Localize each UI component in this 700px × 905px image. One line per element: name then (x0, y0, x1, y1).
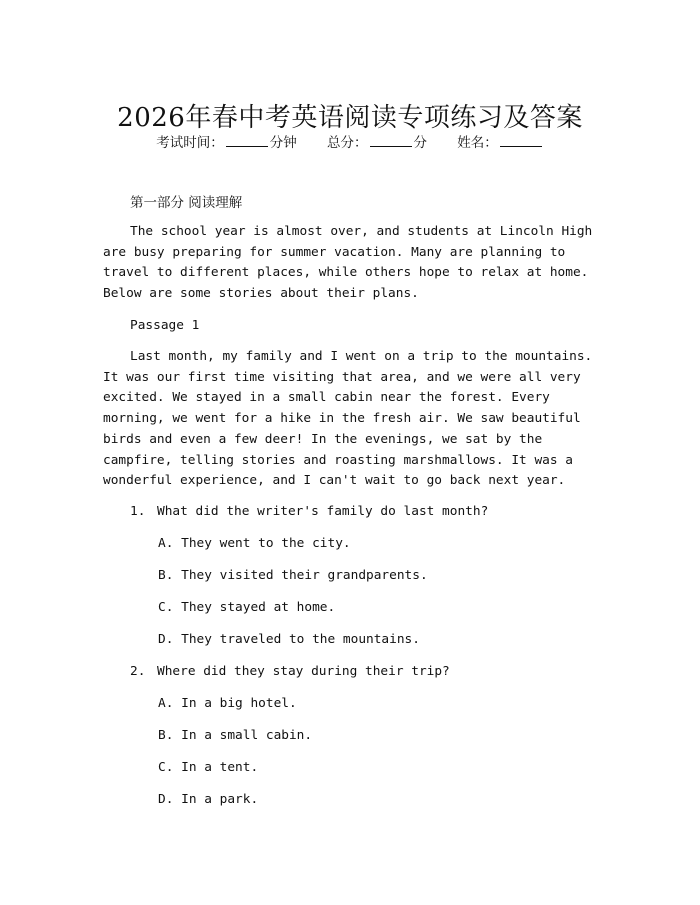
question-1-option-c: C. They stayed at home. (158, 600, 336, 615)
intro-paragraph (103, 222, 608, 305)
passage-text: Last month, my family and I went on a trip to the mountains. It was our first time visiting that area, and we were all very excited. We stayed in a small cabin near the forest. Every morning, we went for a hike in the fresh air. We saw beautiful birds and even a few deer! In the evenings, we sat by the campfire, telling stories and roasting marshmallows. It was a wonderful experience, and I can't wait to go back next year. (103, 349, 593, 489)
question-text: What did the writer's family do last month? (157, 504, 489, 519)
exam-time-field (156, 131, 297, 151)
question-number: 2. (130, 664, 146, 679)
exam-info-line (0, 131, 700, 151)
question-2-option-c: C. In a tent. (158, 760, 259, 775)
question-2-option-d: D. In a park. (158, 792, 259, 807)
name-label: 姓名： (457, 135, 498, 151)
question-1-option-d: D. They traveled to the mountains. (158, 632, 420, 647)
name-blank (500, 134, 542, 147)
question-1-option-a: A. They went to the city. (158, 536, 351, 551)
passage-label: Passage 1 (130, 318, 200, 333)
exam-time-blank (226, 134, 268, 147)
exam-time-label: 考试时间： (156, 135, 224, 151)
passage-paragraph (103, 347, 608, 492)
question-text: Where did they stay during their trip? (157, 664, 450, 679)
question-2-option-b: B. In a small cabin. (158, 728, 313, 743)
question-2 (130, 664, 450, 679)
intro-text: The school year is almost over, and students at Lincoln High are busy preparing for summer vacation. Many are planning to travel to different places, while others hope to relax at home. Below are some stories about their plans. (103, 224, 593, 302)
exam-time-unit: 分钟 (269, 135, 297, 151)
question-number: 1. (130, 504, 146, 519)
document-title: 2026年春中考英语阅读专项练习及答案 (117, 103, 583, 134)
total-score-field (327, 131, 427, 151)
total-score-unit: 分 (413, 135, 427, 151)
question-1 (130, 504, 488, 519)
section-title: 第一部分 阅读理解 (130, 195, 243, 211)
total-score-label: 总分： (327, 135, 368, 151)
question-1-option-b: B. They visited their grandparents. (158, 568, 428, 583)
name-field (457, 131, 544, 151)
question-2-option-a: A. In a big hotel. (158, 696, 297, 711)
total-score-blank (370, 134, 412, 147)
